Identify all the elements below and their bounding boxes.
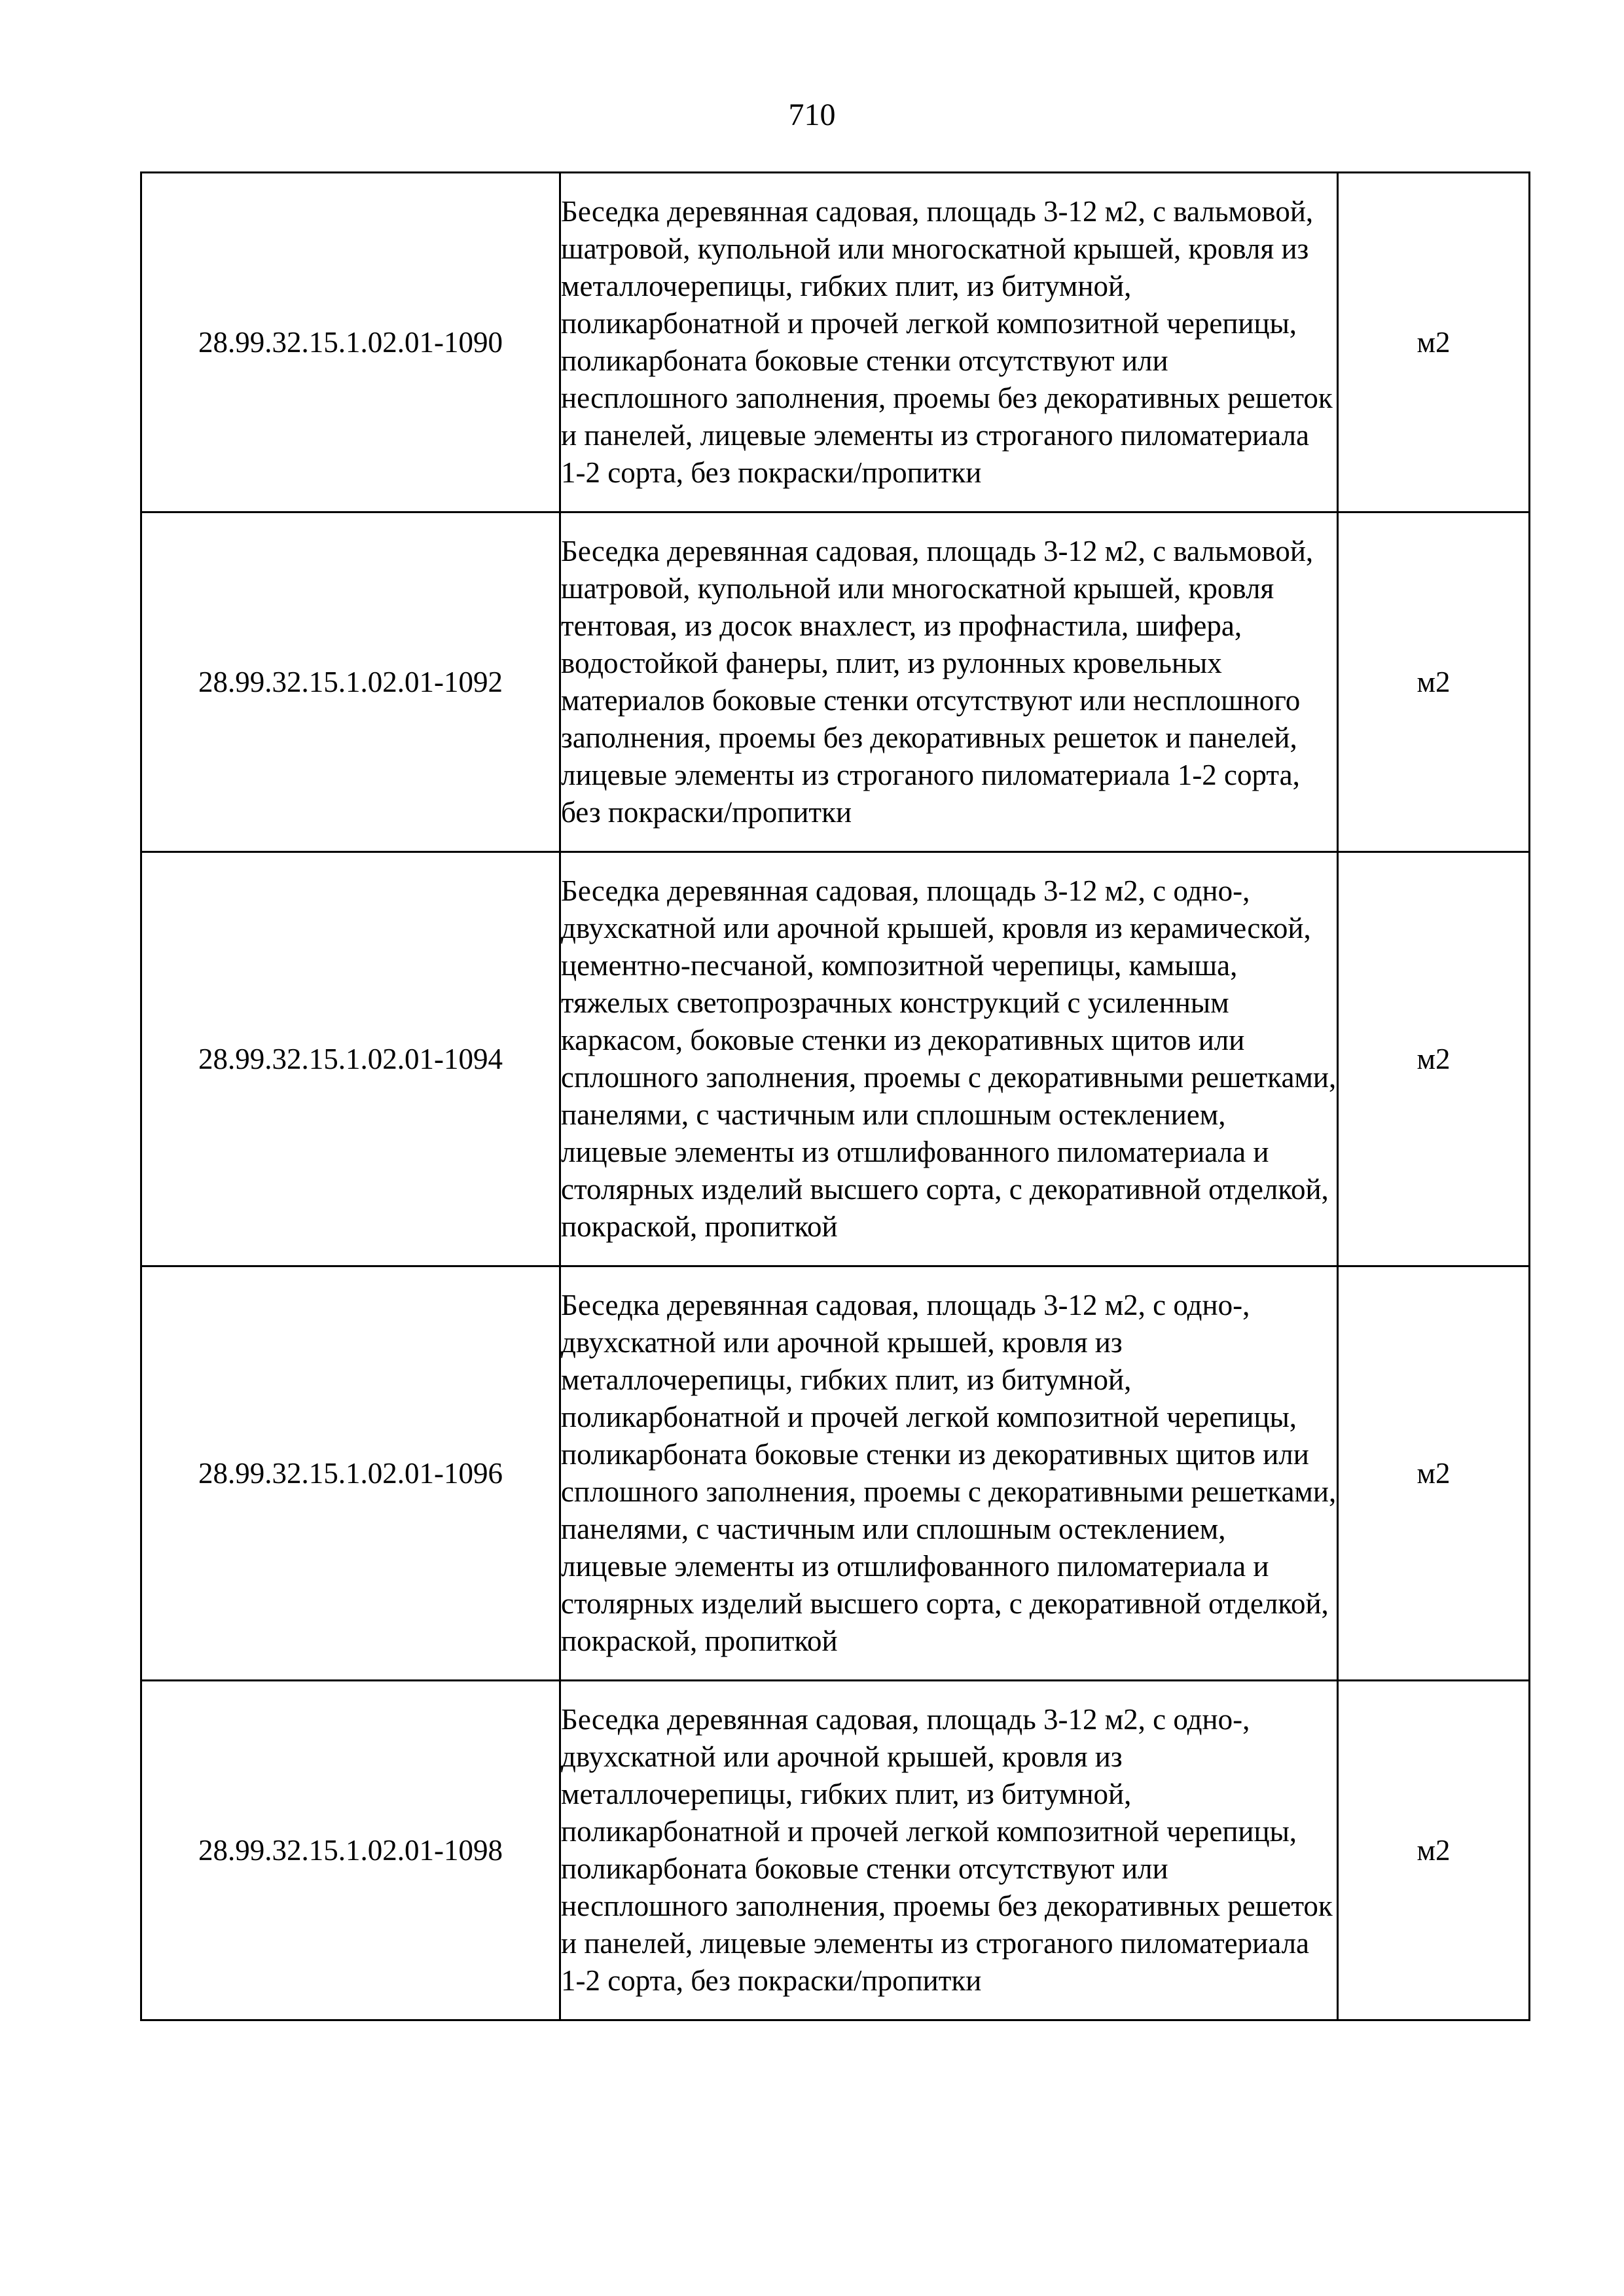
description-cell: Беседка деревянная садовая, площадь 3-12 м2, с вальмовой, шатровой, купольной или многоскатной крышей, кровля тентовая, из досок внахлест, из профнастила, шифера, водостойкой фанеры, плит, из рулонных кровельных материалов боковые стенки отсутствуют или несплошного заполнения, проемы без декоративных решеток и панелей, лицевые элементы из строганого пиломатериала 1-2 сорта, без покраски/пропитки [560,512,1338,852]
unit-cell: м2 [1338,852,1530,1266]
catalog-table [140,171,1530,2021]
unit-cell: м2 [1338,512,1530,852]
unit-cell: м2 [1338,1681,1530,2020]
table-row [141,1681,1530,2020]
resource-code-cell: 28.99.32.15.1.02.01-1094 [141,852,560,1266]
resource-code-cell: 28.99.32.15.1.02.01-1090 [141,173,560,512]
resource-code-cell: 28.99.32.15.1.02.01-1098 [141,1681,560,2020]
description-cell: Беседка деревянная садовая, площадь 3-12 м2, с одно-, двухскатной или арочной крышей, кровля из металлочерепицы, гибких плит, из битумной, поликарбонатной и прочей легкой композитной черепицы, поликарбоната боковые стенки из декоративных щитов или сплошного заполнения, проемы с декоративными решетками, панелями, с частичным или сплошным остеклением, лицевые элементы из отшлифованного пиломатериала и столярных изделий высшего сорта, с декоративной отделкой, покраской, пропиткой [560,1266,1338,1681]
description-cell: Беседка деревянная садовая, площадь 3-12 м2, с одно-, двухскатной или арочной крышей, кровля из металлочерепицы, гибких плит, из битумной, поликарбонатной и прочей легкой композитной черепицы, поликарбоната боковые стенки отсутствуют или несплошного заполнения, проемы без декоративных решеток и панелей, лицевые элементы из строганого пиломатериала 1-2 сорта, без покраски/пропитки [560,1681,1338,2020]
table-row [141,1266,1530,1681]
table-row [141,852,1530,1266]
unit-cell: м2 [1338,1266,1530,1681]
unit-cell: м2 [1338,173,1530,512]
table-row [141,512,1530,852]
description-cell: Беседка деревянная садовая, площадь 3-12 м2, с вальмовой, шатровой, купольной или многоскатной крышей, кровля из металлочерепицы, гибких плит, из битумной, поликарбонатной и прочей легкой композитной черепицы, поликарбоната боковые стенки отсутствуют или несплошного заполнения, проемы без декоративных решеток и панелей, лицевые элементы из строганого пиломатериала 1-2 сорта, без покраски/пропитки [560,173,1338,512]
description-cell: Беседка деревянная садовая, площадь 3-12 м2, с одно-, двухскатной или арочной крышей, кровля из керамической, цементно-песчаной, композитной черепицы, камыша, тяжелых светопрозрачных конструкций с усиленным каркасом, боковые стенки из декоративных щитов или сплошного заполнения, проемы с декоративными решетками, панелями, с частичным или сплошным остеклением, лицевые элементы из отшлифованного пиломатериала и столярных изделий высшего сорта, с декоративной отделкой, покраской, пропиткой [560,852,1338,1266]
page-number: 710 [788,98,836,132]
table-row [141,173,1530,512]
resource-code-cell: 28.99.32.15.1.02.01-1096 [141,1266,560,1681]
resource-code-cell: 28.99.32.15.1.02.01-1092 [141,512,560,852]
